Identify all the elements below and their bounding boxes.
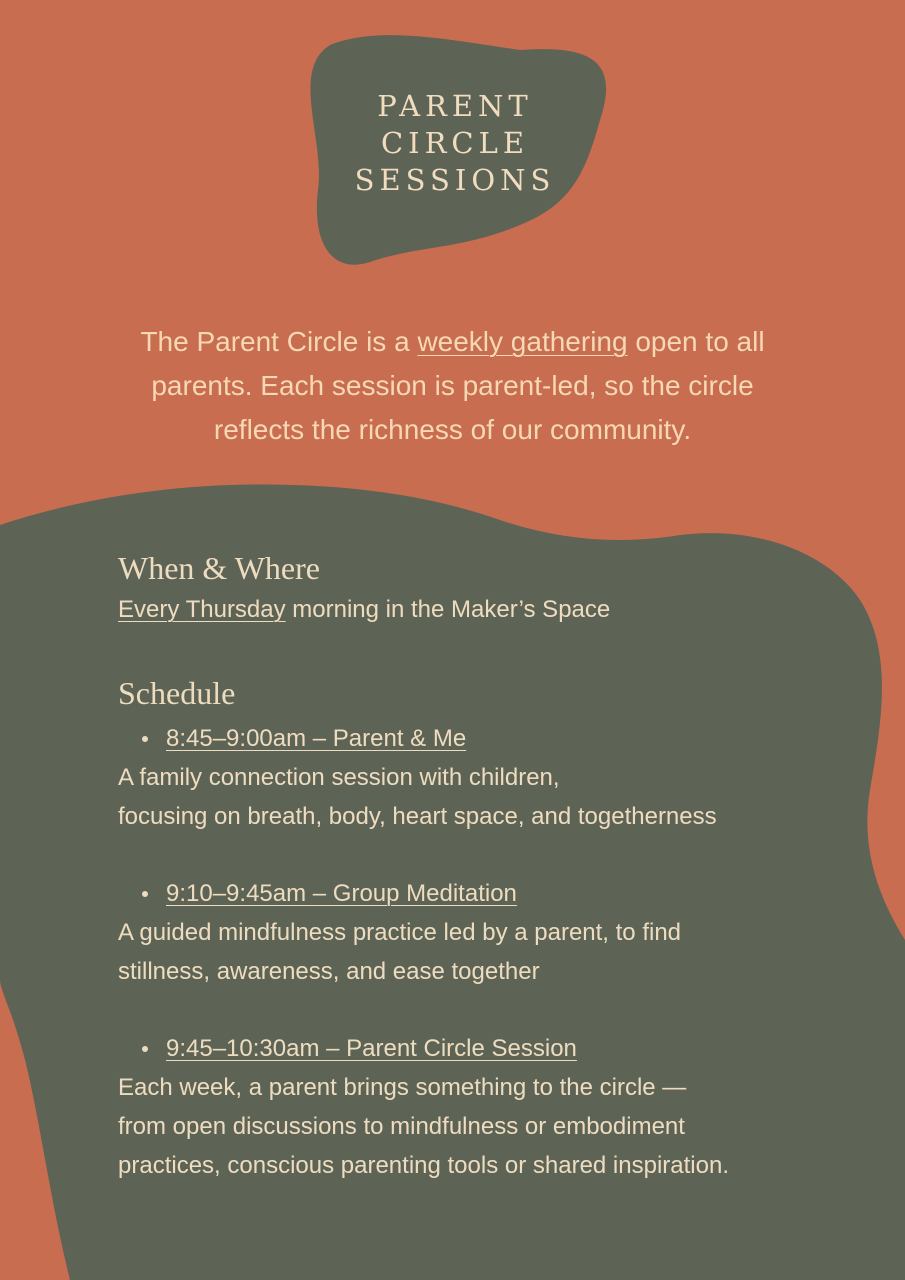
schedule-item-title [118, 1029, 878, 1068]
schedule-item-description: A family connection session with children, [118, 764, 560, 791]
intro-text: open to all [627, 326, 765, 357]
schedule-item-description: Each week, a parent brings something to the circle — [118, 1074, 687, 1101]
schedule-item-description: focusing on breath, body, heart space, and togetherness [118, 803, 717, 830]
bullet-icon [142, 891, 148, 897]
schedule-item-description: A guided mindfulness practice led by a parent, to find [118, 919, 682, 946]
when-where-heading: When & Where [118, 550, 320, 586]
title-line: SESSIONS [354, 163, 556, 197]
location-text: morning in the Maker’s Space [285, 596, 611, 623]
intro-paragraph [60, 320, 845, 452]
intro-text: The Parent Circle is a [140, 326, 418, 357]
schedule-item [118, 1029, 878, 1185]
bullet-icon [142, 736, 148, 742]
page-title [310, 88, 600, 199]
schedule-item-description: from open discussions to mindfulness or embodiment [118, 1113, 685, 1140]
schedule-heading: Schedule [118, 675, 236, 711]
weekly-gathering-link[interactable]: weekly gathering [417, 326, 628, 357]
title-line: PARENT [377, 89, 533, 123]
bullet-icon [142, 1046, 148, 1052]
details-section [118, 548, 878, 1185]
schedule-item-link[interactable]: 9:10–9:45am – Group Meditation [166, 880, 517, 907]
schedule-item-link[interactable]: 9:45–10:30am – Parent Circle Session [166, 1035, 577, 1062]
schedule-item-description: stillness, awareness, and ease together [118, 958, 540, 985]
intro-line: parents. Each session is parent-led, so the circle [151, 370, 754, 401]
schedule-item-description: practices, conscious parenting tools or shared inspiration. [118, 1152, 729, 1179]
title-line: CIRCLE [380, 126, 530, 160]
schedule-item-link[interactable]: 8:45–9:00am – Parent & Me [166, 725, 467, 752]
schedule-item [118, 874, 878, 991]
intro-line: reflects the richness of our community. [213, 414, 692, 445]
schedule-item-title [118, 719, 878, 758]
schedule-item-title [118, 874, 878, 913]
every-thursday-link[interactable]: Every Thursday [118, 596, 286, 623]
schedule-item [118, 719, 878, 836]
when-where-text [118, 590, 878, 629]
intro-line [60, 320, 845, 364]
